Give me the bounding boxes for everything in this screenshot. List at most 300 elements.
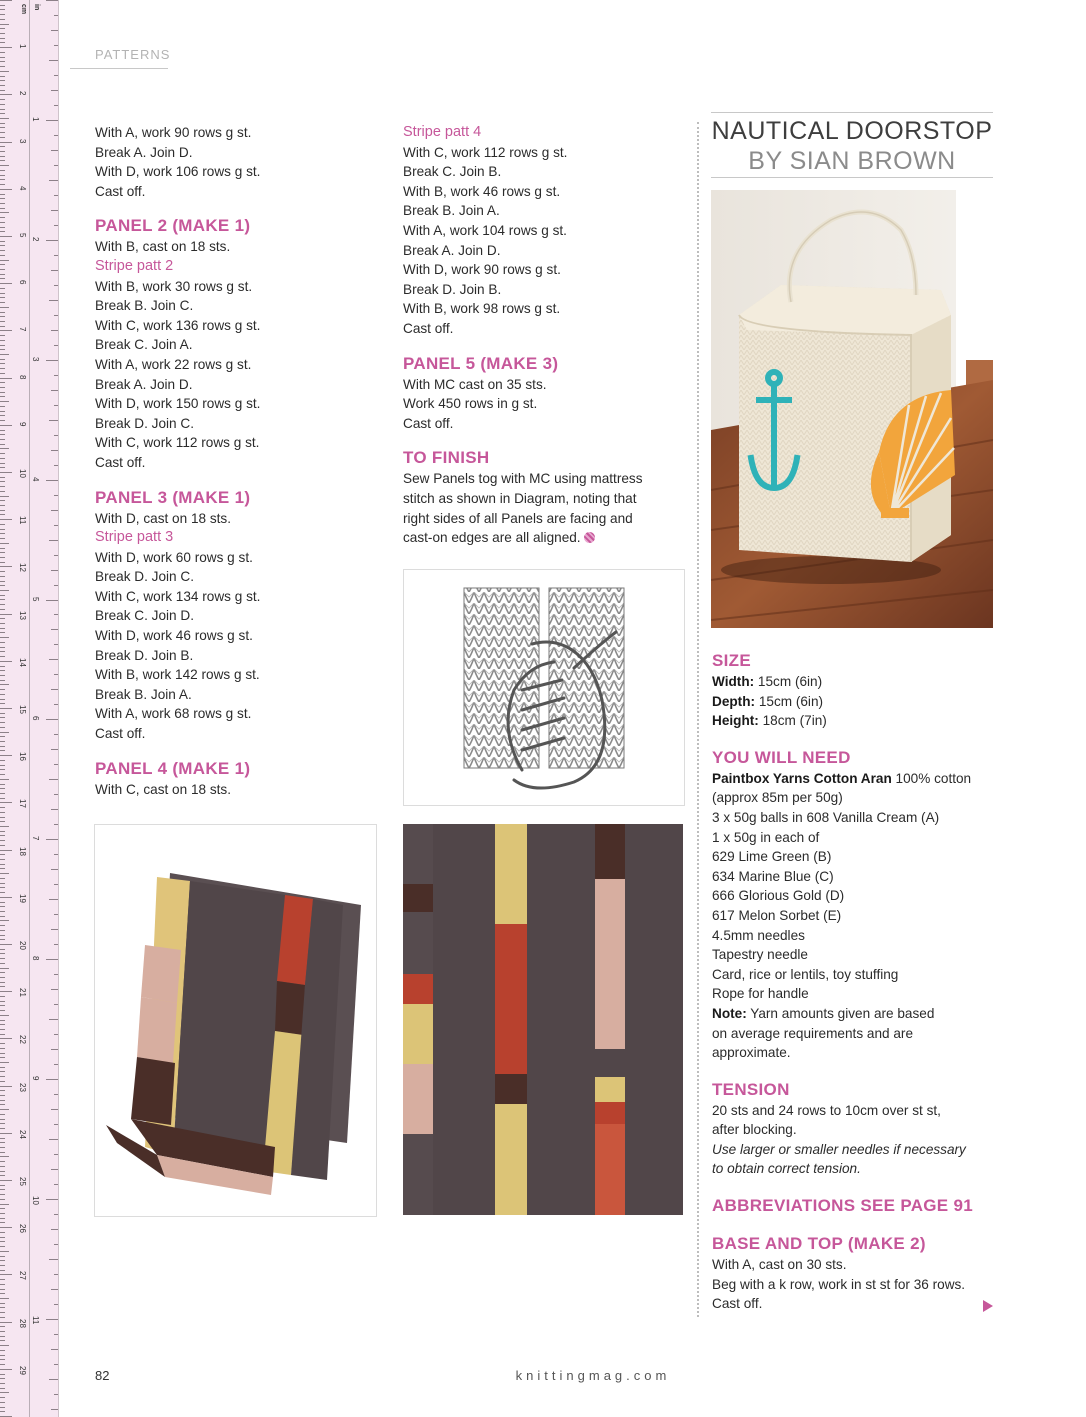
ruler-tick: [0, 647, 5, 648]
ruler-tick: [0, 1284, 5, 1285]
ruler-tick: [0, 1038, 12, 1039]
ruler-tick: [54, 465, 58, 466]
pattern-line: on average requirements and are: [712, 1025, 914, 1041]
ruler-tick: [0, 1397, 5, 1398]
ruler-tick: [54, 1094, 58, 1095]
ruler-tick: [0, 113, 5, 114]
ruler-tick: [0, 1208, 5, 1209]
ruler-tick: [0, 463, 5, 464]
ruler-tick: [0, 430, 5, 431]
ruler-cm-number: 27: [18, 1271, 27, 1281]
ruler-tick: [54, 1304, 58, 1305]
ruler-tick: [0, 85, 5, 86]
ruler-tick: [0, 986, 5, 987]
ruler-tick: [0, 19, 5, 20]
ruler-tick: [0, 599, 5, 600]
pattern-line: 3 x 50g balls in 608 Vanilla Cream (A): [712, 809, 940, 825]
pattern-line: approximate.: [712, 1045, 791, 1061]
ruler-tick: [0, 1265, 5, 1266]
ruler-tick: [0, 264, 5, 265]
ruler-tick: [0, 76, 5, 77]
ruler-tick: [0, 189, 12, 190]
ruler-tick: [0, 151, 5, 152]
ruler-tick: [46, 1319, 58, 1320]
ruler-tick: [0, 1100, 5, 1101]
ruler-tick: [0, 283, 12, 284]
ruler-tick: [0, 1086, 12, 1087]
pattern-line: Cast off.: [95, 726, 146, 742]
ruler-tick: [0, 406, 5, 407]
pattern-line: Break B. Join A.: [403, 203, 500, 219]
ruler-tick: [0, 368, 5, 369]
ruler-tick: [0, 241, 5, 242]
ruler-tick: [0, 1350, 5, 1351]
ruler-tick: [0, 585, 5, 586]
ruler-tick: [0, 1227, 12, 1228]
ruler-cm-number: 13: [18, 610, 27, 620]
section-heading: PANEL 3 (MAKE 1): [95, 487, 251, 507]
pattern-line: Break D. Join C.: [95, 569, 194, 585]
ruler-tick: [49, 1139, 58, 1140]
ruler-tick: [0, 920, 9, 921]
pattern-line: Break A. Join D.: [95, 144, 193, 160]
ruler-tick: [0, 269, 5, 270]
ruler-tick: [46, 0, 58, 1]
ruler-tick: [0, 543, 9, 544]
ruler-cm-number: 6: [18, 280, 27, 285]
ruler-tick: [54, 1334, 58, 1335]
ruler-cm-number: 1: [18, 44, 27, 49]
ruler-tick: [0, 769, 5, 770]
line-label: Depth:: [712, 693, 756, 709]
ruler-tick: [0, 373, 5, 374]
ruler-tick: [0, 1034, 5, 1035]
ruler-tick: [0, 420, 5, 421]
pattern-line: Break D. Join C.: [95, 415, 194, 431]
ruler-tick: [54, 674, 58, 675]
ruler-tick: [0, 1199, 5, 1200]
pattern-line: Break A. Join D.: [95, 376, 193, 392]
ruler-tick: [0, 514, 5, 515]
ruler-tick: [54, 704, 58, 705]
ruler-tick: [0, 288, 5, 289]
ruler-tick: [0, 684, 9, 685]
ruler-cm-number: 15: [18, 705, 27, 714]
pattern-line: 629 Lime Green (B): [712, 849, 832, 865]
ruler-tick: [0, 774, 5, 775]
ruler-tick: [0, 887, 5, 888]
ruler-tick: [0, 878, 5, 879]
ruler-tick: [0, 349, 5, 350]
ruler-tick: [0, 1213, 5, 1214]
ruler-inch-number: 2: [31, 236, 40, 242]
ruler-cm-number: 11: [18, 516, 27, 525]
ruler-cm-number: 17: [18, 799, 27, 809]
ruler-tick: [0, 1298, 9, 1299]
pattern-line: With A, work 90 rows g st.: [95, 125, 252, 140]
ruler-tick: [0, 982, 5, 983]
ruler-tick: [0, 916, 5, 917]
ruler-tick: [54, 225, 58, 226]
ruler-cm-number: 23: [18, 1082, 27, 1092]
ruler-tick: [0, 250, 5, 251]
ruler-tick: [51, 1349, 58, 1350]
ruler-tick: [0, 1156, 9, 1157]
ruler-tick: [0, 1345, 9, 1346]
ruler-tick: [0, 1326, 5, 1327]
ruler-inch-number: 6: [31, 716, 40, 721]
page-number: 82: [95, 1368, 110, 1383]
ruler-tick: [51, 1109, 58, 1110]
ruler-tick: [0, 496, 9, 497]
ruler-tick: [0, 1114, 5, 1115]
ruler-tick: [0, 1062, 9, 1063]
ruler-tick: [54, 1034, 58, 1035]
ruler-tick: [0, 42, 5, 43]
ruler-tick: [0, 321, 5, 322]
ruler-tick: [54, 644, 58, 645]
ruler-tick: [51, 689, 58, 690]
ruler-tick: [0, 1340, 5, 1341]
ruler-tick: [51, 1169, 58, 1170]
ruler-tick: [0, 104, 5, 105]
ruler-tick: [0, 1043, 5, 1044]
ruler-tick: [0, 935, 5, 936]
ruler-cm-unit: cm: [20, 4, 27, 15]
ruler-tick: [0, 203, 5, 204]
ruler-tick: [0, 538, 5, 539]
ruler-cm-number: 16: [18, 752, 27, 762]
ruler-tick: [0, 533, 5, 534]
pattern-line: With MC cast on 35 sts.: [403, 376, 547, 392]
ruler-inch-number: 7: [31, 836, 40, 841]
ruler-tick: [0, 661, 12, 662]
ruler-tick: [0, 387, 5, 388]
ruler-tick: [0, 1147, 5, 1148]
ruler-tick: [54, 195, 58, 196]
pattern-line: With C, work 112 rows g st.: [95, 435, 260, 451]
section-rule: [70, 68, 168, 69]
ruler-tick: [0, 1138, 5, 1139]
ruler-tick: [0, 1152, 5, 1153]
ruler-tick: [0, 47, 12, 48]
ruler-tick: [0, 194, 5, 195]
pattern-line: With D, work 106 rows g st.: [95, 164, 261, 180]
ruler-tick: [0, 817, 5, 818]
ruler-tick: [0, 1024, 5, 1025]
ruler-tick: [0, 52, 5, 53]
ruler-tick: [0, 486, 5, 487]
ruler-tick: [0, 949, 5, 950]
ruler-tick: [0, 831, 5, 832]
ruler-tick: [0, 1119, 5, 1120]
ruler-tick: [0, 165, 9, 166]
ruler-tick: [0, 1123, 5, 1124]
ruler-tick: [54, 45, 58, 46]
ruler-tick: [0, 1109, 9, 1110]
ruler-cm-number: 4: [18, 185, 27, 191]
ruler-tick: [0, 505, 5, 506]
ruler-tick: [0, 392, 5, 393]
ruler-cm-number: 20: [18, 941, 27, 950]
ruler-tick: [0, 1020, 5, 1021]
pattern-line: Cast off.: [712, 1296, 763, 1312]
ruler-tick: [54, 435, 58, 436]
ruler-tick: [0, 812, 5, 813]
stripe-subheading: Stripe patt 2: [95, 257, 174, 274]
ruler-cm-number: 28: [18, 1318, 27, 1328]
ruler-tick: [0, 99, 5, 100]
ruler-tick: [0, 401, 9, 402]
ruler-tick: [54, 405, 58, 406]
pattern-line: after blocking.: [712, 1122, 797, 1138]
ruler-tick: [49, 540, 58, 541]
ruler-tick: [0, 179, 5, 180]
ruler-tick: [0, 552, 5, 553]
ruler-tick: [0, 741, 5, 742]
ruler-tick: [0, 727, 5, 728]
line-value: 15cm (6in): [754, 674, 823, 689]
ruler-tick: [46, 1199, 58, 1200]
ruler-tick: [51, 30, 58, 31]
line-label: Note:: [712, 1005, 747, 1021]
ruler-tick: [54, 1154, 58, 1155]
ruler-tick: [0, 590, 9, 591]
pattern-line: 4.5mm needles: [712, 927, 805, 943]
pattern-line: 617 Melon Sorbet (E): [712, 907, 842, 923]
pattern-line: right sides of all Panels are facing and: [403, 510, 633, 526]
ruler-tick: [0, 1274, 12, 1275]
ruler-tick: [0, 1388, 5, 1389]
ruler-tick: [54, 854, 58, 855]
ruler-tick: [0, 1289, 5, 1290]
pattern-line: Break C. Join A.: [95, 337, 193, 353]
ruler-tick: [0, 732, 9, 733]
ruler-tick: [0, 548, 5, 549]
ruler-tick: [0, 972, 5, 973]
ruler-tick: [0, 330, 12, 331]
ruler-tick: [54, 525, 58, 526]
ruler-tick: [49, 1019, 58, 1020]
ruler-tick: [0, 883, 5, 884]
ruler-tick: [0, 1171, 5, 1172]
pattern-line: Sew Panels tog with MC using mattress: [403, 471, 643, 487]
ruler-tick: [0, 604, 5, 605]
pattern-line: With D, work 90 rows g st.: [403, 262, 561, 278]
ruler-tick: [51, 989, 58, 990]
ruler-tick: [0, 713, 5, 714]
ruler-tick: [0, 892, 5, 893]
pattern-line: Cast off.: [95, 454, 146, 470]
ruler-tick: [0, 1256, 5, 1257]
ruler-tick: [0, 260, 9, 261]
section-heading: ABBREVIATIONS SEE PAGE 91: [712, 1196, 973, 1216]
pattern-line: With B, work 46 rows g st.: [403, 183, 561, 199]
pattern-title: [711, 112, 993, 178]
ruler-tick: [0, 1081, 5, 1082]
ruler-tick: [0, 576, 5, 577]
ruler-tick: [0, 680, 5, 681]
ruler-tick: [0, 444, 5, 445]
ruler-inch-number: 1: [31, 116, 40, 122]
pattern-line: [403, 528, 688, 548]
ruler-tick: [0, 854, 5, 855]
ruler-tick: [0, 566, 12, 567]
ruler-tick: [54, 1004, 58, 1005]
ruler-tick: [54, 315, 58, 316]
ruler-tick: [54, 495, 58, 496]
ruler-tick: [0, 109, 5, 110]
pattern-line: Break D. Join B.: [403, 281, 502, 297]
ruler-tick: [0, 175, 5, 176]
pattern-line: stitch as shown in Diagram, noting that: [403, 490, 637, 506]
ruler-tick: [0, 840, 5, 841]
ruler-tick: [0, 1322, 12, 1323]
line-value: 100% cotton: [891, 770, 972, 786]
pattern-column-2: [403, 123, 688, 548]
ruler-tick: [0, 382, 5, 383]
footer-website: knittingmag.com: [515, 1368, 671, 1383]
pattern-line: Cast off.: [95, 183, 146, 199]
ruler-tick: [0, 717, 5, 718]
ruler-tick: [54, 884, 58, 885]
ruler-tick: [54, 285, 58, 286]
labeled-line: [712, 672, 1002, 692]
ruler-tick: [0, 123, 5, 124]
pattern-line: With B, work 98 rows g st.: [403, 301, 561, 317]
ruler-tick: [0, 316, 5, 317]
ruler-tick: [0, 448, 9, 449]
ruler-tick: [0, 1010, 5, 1011]
ruler-tick: [0, 1166, 5, 1167]
ruler-tick: [0, 991, 12, 992]
ruler-cm-number: 19: [18, 893, 27, 903]
ruler-tick: [54, 1244, 58, 1245]
ruler-tick: [0, 826, 9, 827]
ruler-tick: [0, 208, 5, 209]
ruler-tick: [0, 146, 5, 147]
ruler-tick: [0, 694, 5, 695]
ruler-tick: [0, 425, 12, 426]
ruler-inch-number: 10: [31, 1196, 40, 1205]
ruler-tick: [0, 1057, 5, 1058]
ruler-inch-unit: in: [33, 4, 40, 11]
ruler-tick: [0, 491, 5, 492]
ruler-cm-number: 10: [18, 469, 27, 478]
ruler-cm-number: 3: [18, 138, 27, 144]
section-heading: TO FINISH: [403, 448, 490, 468]
ruler-tick: [0, 656, 5, 657]
ruler-tick: [0, 642, 5, 643]
ruler-tick: [54, 1214, 58, 1215]
ruler-tick: [0, 529, 5, 530]
ruler-tick: [54, 614, 58, 615]
ruler-tick: [0, 708, 12, 709]
ruler-tick: [0, 500, 5, 501]
ruler-tick: [0, 255, 5, 256]
ruler-tick: [51, 90, 58, 91]
ruler-tick: [0, 71, 9, 72]
ruler-tick: [51, 390, 58, 391]
ruler-tick: [0, 184, 5, 185]
ruler-tick: [0, 765, 5, 766]
ruler-tick: [0, 1053, 5, 1054]
ruler-tick: [0, 722, 5, 723]
ruler-tick: [0, 675, 5, 676]
ruler-tick: [0, 1279, 5, 1280]
ruler-tick: [0, 5, 5, 6]
ruler-tick: [0, 651, 5, 652]
section-heading: PANEL 2 (MAKE 1): [95, 216, 251, 236]
ruler-tick: [0, 850, 12, 851]
ruler-tick: [0, 1005, 5, 1006]
ruler-tick: [54, 734, 58, 735]
ruler-tick: [0, 1246, 5, 1247]
pattern-column-1: [95, 123, 385, 799]
ruler-tick: [0, 1218, 5, 1219]
ruler-tick: [0, 1260, 5, 1261]
ruler-tick: [46, 120, 58, 121]
pattern-line: 1 x 50g in each of: [712, 829, 820, 845]
ruler-tick: [51, 150, 58, 151]
ruler-tick: [0, 132, 5, 133]
ruler-tick: [54, 1394, 58, 1395]
ruler-tick: [46, 600, 58, 601]
doorstop-photo: [711, 190, 993, 628]
ruler-tick: [0, 1411, 5, 1412]
ruler-tick: [54, 585, 58, 586]
ruler-tick: [54, 1064, 58, 1065]
ruler-tick: [0, 1303, 5, 1304]
ruler-tick: [0, 411, 5, 412]
ruler-tick: [0, 793, 5, 794]
ruler-tick: [0, 1392, 9, 1393]
stripe-subheading: Stripe patt 3: [95, 529, 174, 546]
ruler-tick: [54, 105, 58, 106]
line-label: Width:: [712, 674, 755, 689]
ruler-tick: [54, 375, 58, 376]
ruler-tick: [0, 519, 12, 520]
ruler-tick: [0, 1194, 5, 1195]
ruler-tick: [0, 312, 5, 313]
ruler-tick: [0, 1359, 5, 1360]
pattern-line: Break D. Join B.: [95, 647, 194, 663]
ruler-tick: [0, 297, 5, 298]
ruler-tick: [0, 359, 5, 360]
pattern-line: With B, work 142 rows g st.: [95, 667, 260, 683]
ruler-tick: [0, 415, 5, 416]
ruler-tick: [0, 802, 12, 803]
ruler-tick: [51, 1229, 58, 1230]
ruler-tick: [0, 57, 5, 58]
ruler-inch-number: 11: [31, 1315, 40, 1325]
ruler-tick: [0, 1104, 5, 1105]
ruler-tick: [0, 472, 12, 473]
ruler-tick: [51, 270, 58, 271]
section-heading: PANEL 5 (MAKE 3): [403, 353, 559, 373]
pattern-line: 666 Glorious Gold (D): [712, 888, 845, 904]
ruler-tick: [0, 1067, 5, 1068]
ruler-tick: [46, 360, 58, 361]
ruler-tick: [51, 629, 58, 630]
ruler-tick: [0, 170, 5, 171]
ruler-tick: [51, 1289, 58, 1290]
ruler-tick: [54, 15, 58, 16]
pattern-line: Break B. Join C.: [95, 298, 194, 314]
pattern-line: With C, work 134 rows g st.: [95, 588, 261, 604]
ruler-tick: [51, 450, 58, 451]
ruler-tick: [51, 869, 58, 870]
